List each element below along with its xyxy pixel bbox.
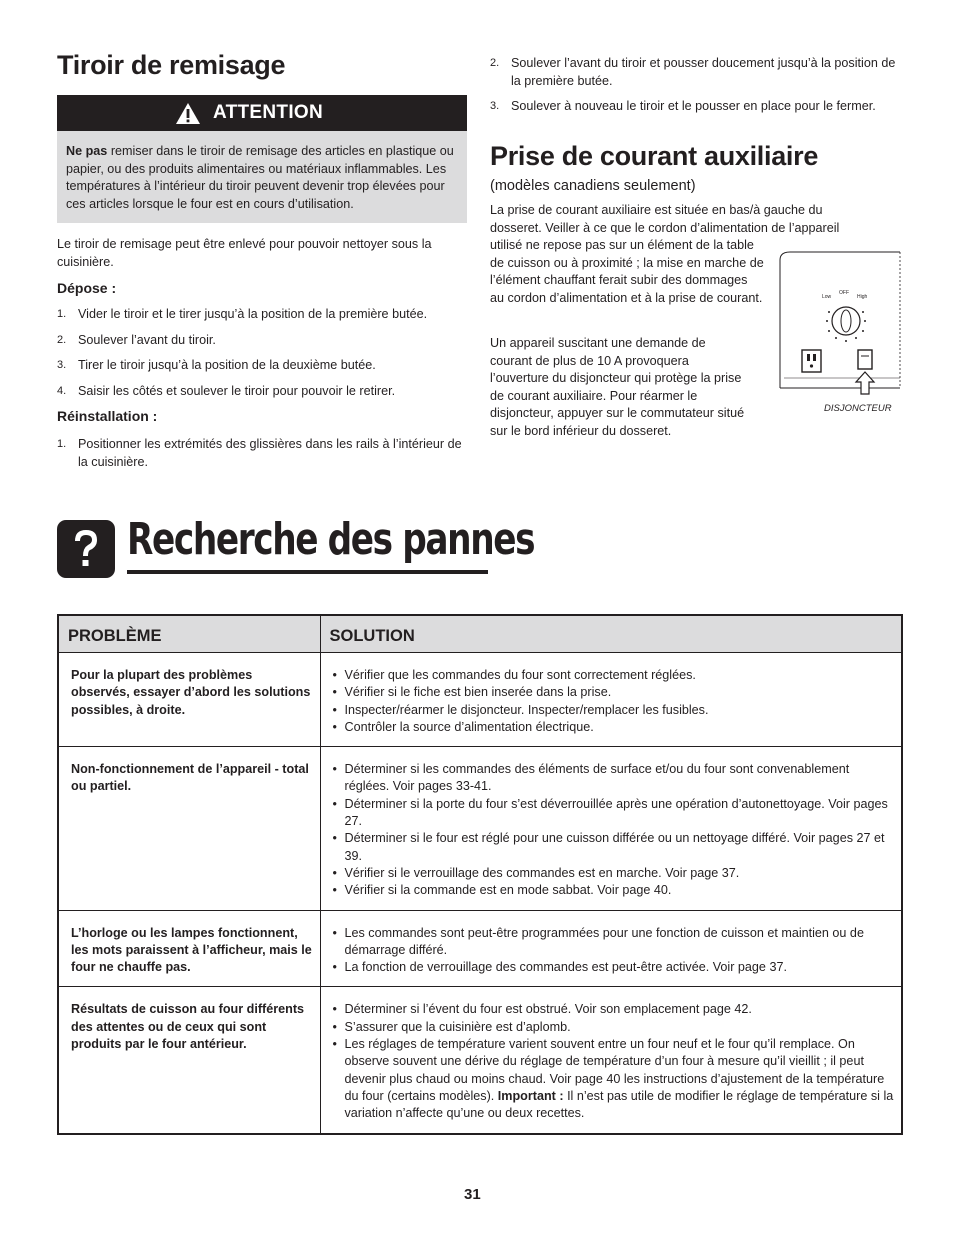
solution-item: • Déterminer si la porte du four s’est déverrouillée après une opération d’autonettoyage. Voir pages 27. [333,796,896,831]
solution-list [333,761,896,899]
solution-item: • Déterminer si les commandes des éléments de surface et/ou du four sont convenablement réglées. Voir pages 33-41. [333,761,896,796]
step-item [57,306,467,324]
solution-item: • Déterminer si le four est réglé pour une cuisson différée ou un nettoyage différé. Voir pages 27 et 39. [333,830,896,865]
table-header-row [58,615,902,653]
step-number: 4. [57,384,67,397]
dial-high-label: High [857,294,868,300]
aux-outlet-para1-narrow: utilisé ne repose pas sur un élément de la table de cuisson ou à proximité ; la mise en marche de l’élément chauffant ferait subir des dommages au cordon d’alimentation et à la prise de courant. [490,238,764,305]
step-text: Vider le tiroir et le tirer jusqu’à la position de la première butée. [78,307,428,321]
table-row [58,987,902,1134]
question-icon [57,520,115,578]
removal-steps [57,306,467,408]
step-text: Saisir les côtés et soulever le tiroir pour pouvoir le retirer. [78,383,396,398]
solution-list [333,925,896,977]
solution-cell [320,910,902,987]
solution-item: • Contrôler la source d’alimentation électrique. [333,719,896,736]
step-number: 1. [57,438,67,450]
reinstall-steps [57,436,467,479]
table-row [58,653,902,747]
step-number: 3. [57,359,67,371]
table-row [58,910,902,987]
removal-subheading: Dépose : [57,280,117,296]
problem-cell: L’horloge ou les lampes fonctionnent, les mots paraissent à l’afficheur, mais le four ne chauffe pas. [58,910,320,987]
step-item [490,98,900,116]
problem-cell: Non-fonctionnement de l’appareil - total ou partiel. [58,747,320,910]
solution-cell [320,747,902,910]
troubleshooting-table [57,614,903,1135]
step-text: Soulever l’avant du tiroir et pousser doucement jusqu’à la position de la première butée. [511,56,896,88]
step-text: Soulever à nouveau le tiroir et le pousser en place pour le fermer. [511,99,876,113]
aux-outlet-para2: Un appareil suscitant une demande de courant de plus de 10 A provoquera l’ouverture du disjoncteur qui protège la prise de courant auxiliaire. Pour réarmer le disjoncteur, appuyer sur le commutateur situé sur le bord inférieur du dosseret. [490,336,745,438]
important-label: Important : [497,1088,564,1103]
storage-drawer-heading: Tiroir de remisage [57,50,286,80]
solution-item: • Vérifier si le verrouillage des commandes est en marche. Voir page 37. [333,865,896,882]
solution-cell [320,987,902,1134]
problem-column-header: PROBLÈME [58,615,320,653]
backguard-figure [776,248,902,398]
solution-item: • Vérifier si la commande est en mode sabbat. Voir page 40. [333,882,896,899]
step-text: Tirer le tiroir jusqu’à la position de la deuxième butée. [78,358,376,372]
aux-outlet-subheading: (modèles canadiens seulement) [490,178,696,194]
attention-bar [57,95,467,131]
solution-text: Il n’est pas utile de modifier le réglage de température si la variation n’affecte qu’une ou deux recettes. [344,1088,894,1121]
solution-text: Les réglages de température varient souvent entre un four neuf et le four qu’il remplace. On observe souvent une dérive du réglage de température d’un four à mesure qu’il vieillit ; il peut devenir plus chaud ou moins chaud. Voir page 40 les instructions d’ajustement de la température du four (certains modèles). [344,1037,885,1103]
attention-block [57,95,467,223]
solution-list [333,1001,896,1122]
step-item [57,332,467,350]
step-item [57,383,467,401]
attention-bold: Ne pas [66,144,108,158]
dial-low-label: Low [822,294,832,300]
page-number: 31 [464,1186,481,1203]
step-text: Positionner les extrémités des glissières dans les rails à l’intérieur de la cuisinière. [78,437,462,469]
arrow-up-icon [856,372,874,394]
reinstall-subheading: Réinstallation : [57,408,158,424]
step-number: 1. [57,308,67,320]
solution-item: • Vérifier si le fiche est bien inserée dans la prise. [333,684,896,701]
solution-item [333,1036,896,1122]
solution-item: • Les commandes sont peut-être programmées pour une fonction de cuisson et maintien ou de démarrage différé. [333,925,896,960]
problem-cell: Pour la plupart des problèmes observés, essayer d’abord les solutions possibles, à droite. [58,653,320,747]
solution-cell [320,653,902,747]
title-underline [127,570,488,574]
troubleshooting-title: Recherche des pannes [127,514,535,565]
solution-item: • S’assurer que la cuisinière est d’aplomb. [333,1019,896,1036]
solution-list [333,667,896,736]
step-number: 2. [57,333,67,346]
step-text: Soulever l’avant du tiroir. [78,332,216,347]
step-item [57,436,467,471]
attention-text [57,131,467,223]
solution-item: • La fonction de verrouillage des commandes est peut-être activée. Voir page 37. [333,959,896,976]
breaker-caption: DISJONCTEUR [824,403,892,414]
step-number: 2. [490,57,500,69]
attention-label: ATTENTION [213,102,324,123]
warning-triangle-icon [175,102,201,125]
solution-item: • Déterminer si l’évent du four est obstrué. Voir son emplacement page 42. [333,1001,896,1018]
dial-off-label: OFF [839,290,849,296]
step-item [57,357,467,375]
step-number: 3. [490,100,500,112]
outlet-icon [802,350,821,372]
aux-outlet-heading: Prise de courant auxiliaire [490,141,819,171]
attention-body: remiser dans le tiroir de remisage des articles en plastique ou papier, ou des produits alimentaires ou matériaux inflammables. Les températures à l’intérieur du tiroir peuvent devenir trop élevées pour ces articles lorsque le four est en cours d’utilisation. [66,144,454,211]
problem-cell: Résultats de cuisson au four différents des attentes ou de ceux qui sont produits par le four antérieur. [58,987,320,1134]
solution-item: • Vérifier que les commandes du four sont correctement réglées. [333,667,896,684]
storage-intro: Le tiroir de remisage peut être enlevé pour pouvoir nettoyer sous la cuisinière. [57,237,432,269]
oven-dial-icon [822,290,868,342]
solution-column-header: SOLUTION [320,615,902,653]
solution-item: • Inspecter/réarmer le disjoncteur. Inspecter/remplacer les fusibles. [333,702,896,719]
step-item [490,55,900,90]
table-row [58,747,902,910]
reinstall-steps-continued [490,55,900,124]
breaker-switch-icon [858,350,872,369]
aux-outlet-para1-full: La prise de courant auxiliaire est située en bas/à gauche du dosseret. Veiller à ce que le cordon d’alimentation de l’appareil [490,203,840,235]
